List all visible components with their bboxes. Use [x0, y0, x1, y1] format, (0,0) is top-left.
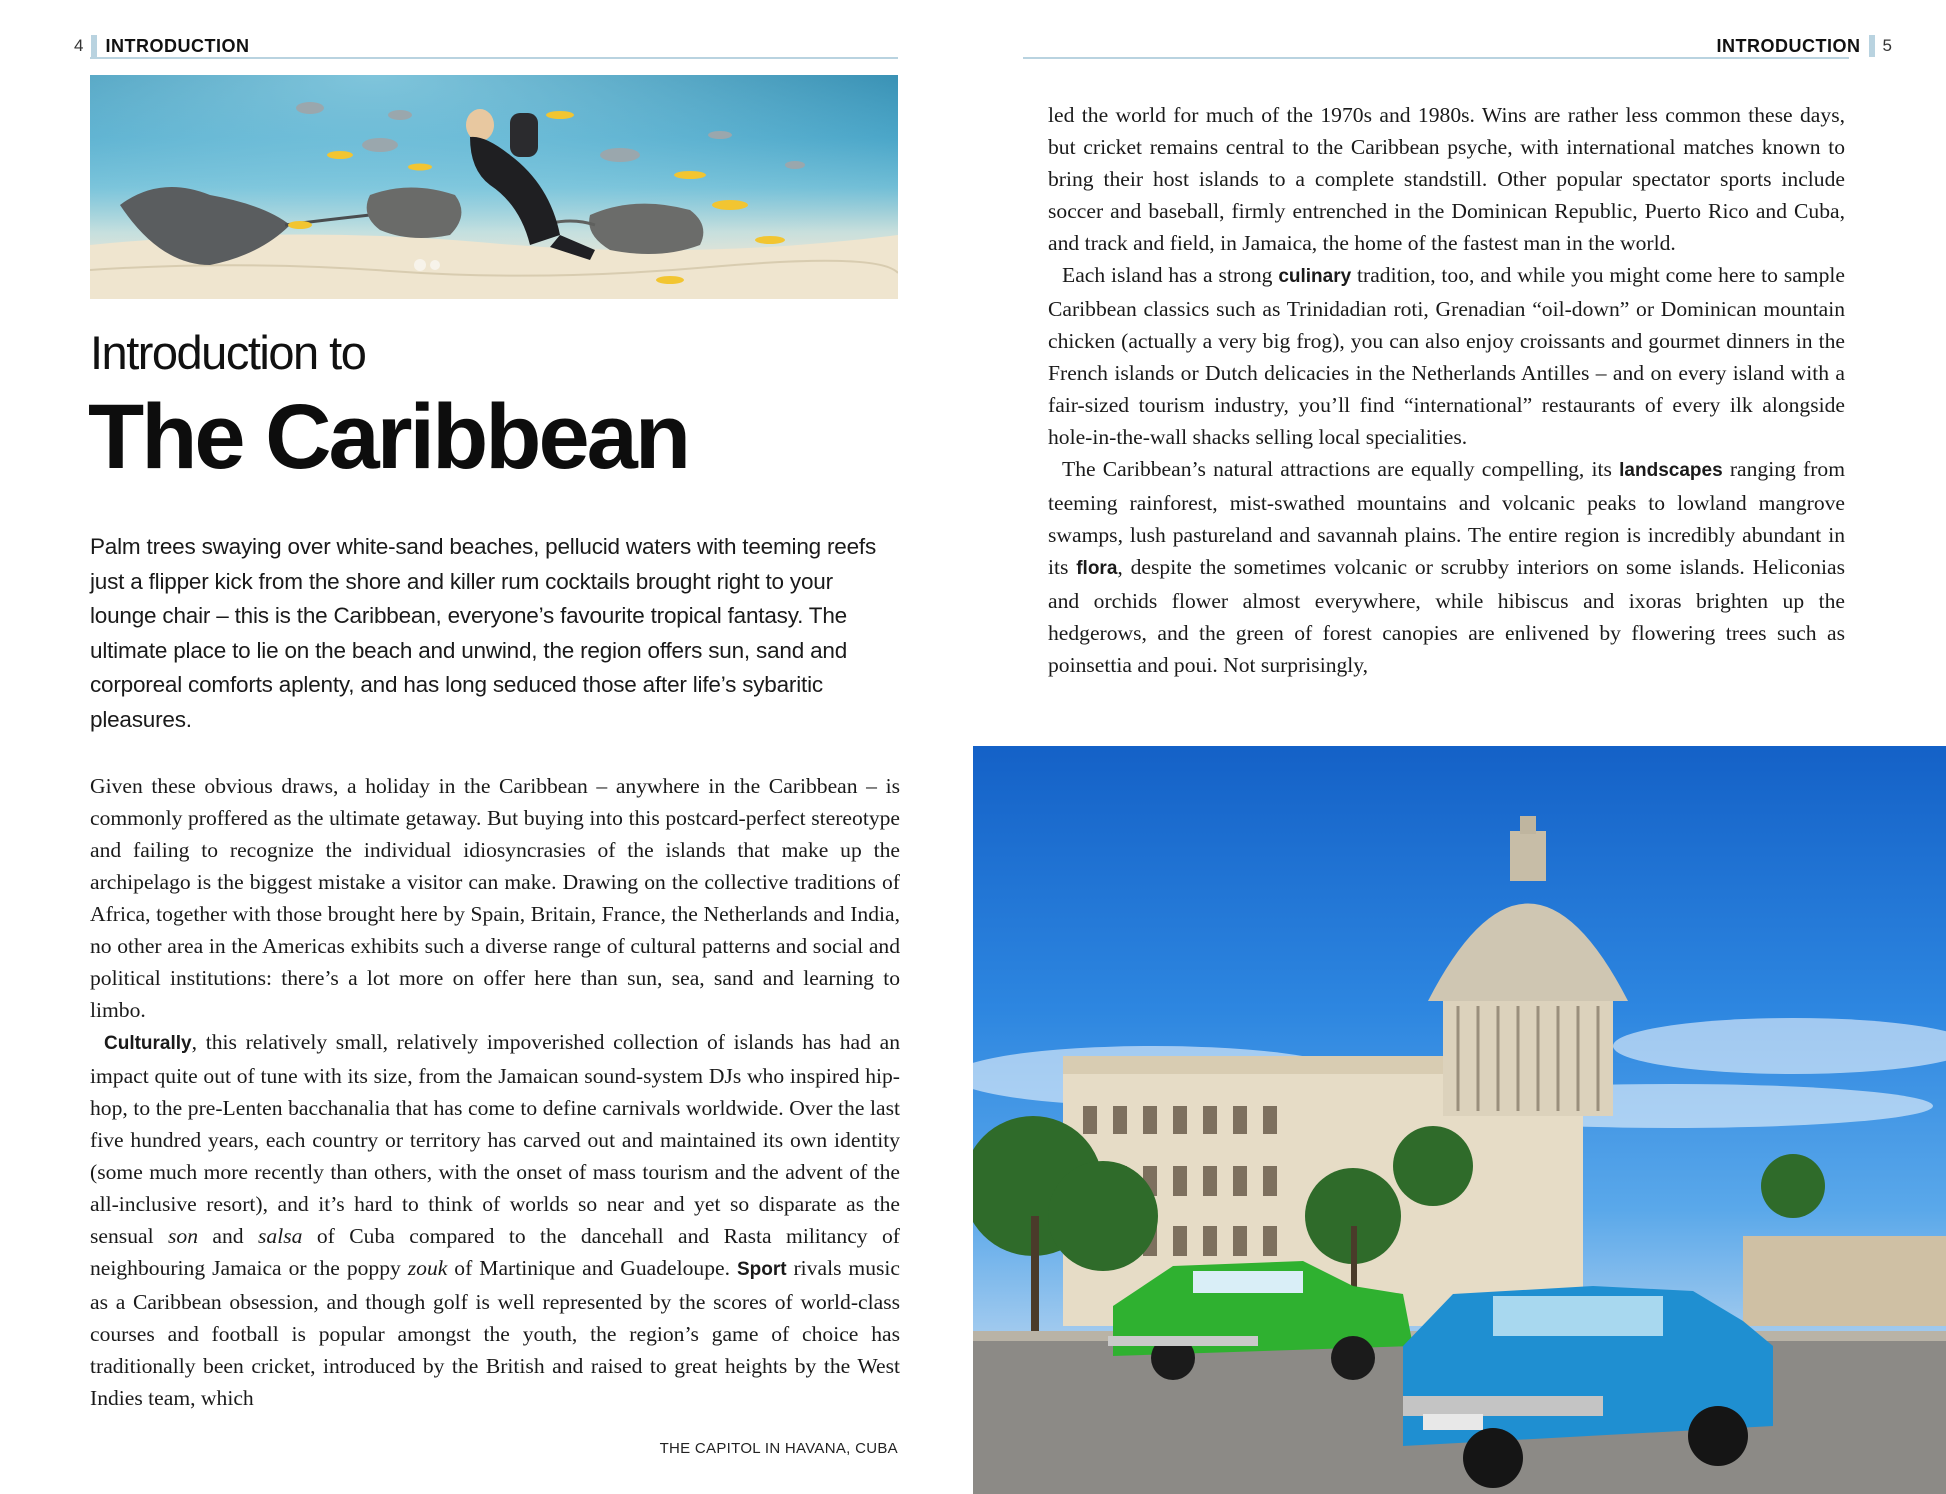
- italic-son: son: [168, 1224, 198, 1248]
- lead-paragraph: Palm trees swaying over white-sand beaches, pellucid waters with teeming reefs just a flipper kick from the shore and killer rum cocktails brought right to your lounge chair – this is the Caribbean, everyone’s favourite tropical fantasy. The ultimate place to lie on the beach and unwind, the region offers sun, sand and corporeal comforts aplenty, and has long seduced those after life’s sybaritic pleasures.: [90, 534, 877, 732]
- right-body-text: [1048, 99, 1845, 681]
- right-paragraph-3: The Caribbean’s natural attractions are equally compelling, its landscapes ranging from teeming rainforest, mist-swathed mountains and volcanic peaks to lowland mangrove swamps, lush pastureland and savannah plains. The entire region is incredibly abundant in its flora, despite the sometimes volcanic or scrubby interiors on some islands. Heliconias and orchids flower almost everywhere, while hibiscus and ixoras brighten up the hedgerows, and the green of forest canopies are enlivened by flowering trees such as poinsettia and poui. Not surprisingly,: [1048, 457, 1845, 677]
- left-header-rule: [90, 57, 898, 59]
- left-running-header: [74, 32, 898, 60]
- right-section-title: INTRODUCTION: [1716, 35, 1861, 56]
- left-section-title: INTRODUCTION: [105, 35, 250, 56]
- keyword-flora: flora: [1076, 558, 1118, 579]
- right-header-rule: [1023, 57, 1849, 59]
- right-paragraph-2: Each island has a strong culinary tradition, too, and while you might come here to sample Caribbean classics such as Trinidadian roti, Grenadian “oil-down” or Dominican mountain chicken (actually a very big frog), you can also enjoy croissants and gourmet dinners in the French islands or Dutch delicacies in the Netherlands Antilles – and on every island with a fair-sized tourism industry, you’ll find “international” restaurants of every ilk alongside hole-in-the-wall shacks selling local specialities.: [1048, 263, 1845, 449]
- page-title: The Caribbean: [88, 386, 689, 488]
- underwater-photo: [90, 75, 898, 299]
- stingray-scene-illustration: [90, 75, 898, 299]
- right-paragraph-1: led the world for much of the 1970s and 1980s. Wins are rather less common these days, but cricket remains central to the Caribbean psyche, with international matches known to bring their host islands to a complete standstill. Other popular spectator sports include soccer and baseball, firmly entrenched in the Dominican Republic, Puerto Rico and Cuba, and track and field, in Jamaica, the home of the fastest man in the world.: [1048, 103, 1845, 255]
- photo-caption: THE CAPITOL IN HAVANA, CUBA: [659, 1440, 898, 1457]
- header-accent-bar: [1869, 35, 1875, 57]
- keyword-culinary: culinary: [1278, 266, 1352, 287]
- left-paragraph-1: Given these obvious draws, a holiday in the Caribbean – anywhere in the Caribbean – is commonly proffered as the ultimate getaway. But buying into this postcard-perfect stereotype and failing to recognize the individual idiosyncrasies of the islands that make up the archipelago is the biggest mistake a visitor can make. Drawing on the collective traditions of Africa, together with those brought here by Spain, Britain, France, the Netherlands and India, no other area in the Americas exhibits such a diverse range of cultural patterns and social and political institutions: there’s a lot more on offer here than sun, sea, sand and learning to limbo.: [90, 774, 900, 1022]
- keyword-sport: Sport: [736, 1259, 787, 1280]
- left-body-text: [90, 770, 900, 1414]
- italic-salsa: salsa: [258, 1224, 303, 1248]
- keyword-culturally: Culturally: [104, 1033, 192, 1054]
- italic-zouk: zouk: [407, 1256, 448, 1280]
- right-page-number: 5: [1882, 36, 1892, 55]
- left-paragraph-2: Culturally, this relatively small, relatively impoverished collection of islands has had an impact quite out of tune with its size, from the Jamaican sound-system DJs who inspired hip-hop, to the pre-Lenten bacchanalia that has come to define carnivals worldwide. Over the last five hundred years, each country or territory has carved out and maintained its own identity (some much more recently than others, with the onset of mass tourism and the advent of the all-inclusive resort), and it’s hard to think of worlds so near and yet so disparate as the sensual son and salsa of Cuba compared to the dancehall and Rasta militancy of neighbouring Jamaica or the poppy zouk of Martinique and Guadeloupe. Sport rivals music as a Caribbean obsession, and though golf is well represented by the scores of world-class courses and football is popular amongst the youth, the region’s game of choice has traditionally been cricket, introduced by the British and raised to great heights by the West Indies team, which: [90, 1030, 900, 1410]
- left-page-number: 4: [74, 36, 84, 55]
- right-running-header: [1066, 32, 1892, 60]
- keyword-landscapes: landscapes: [1619, 460, 1723, 481]
- header-accent-bar: [91, 35, 97, 57]
- havana-scene-illustration: [973, 746, 1946, 1494]
- havana-capitol-photo: [973, 746, 1946, 1494]
- title-intro-line: Introduction to: [90, 326, 366, 379]
